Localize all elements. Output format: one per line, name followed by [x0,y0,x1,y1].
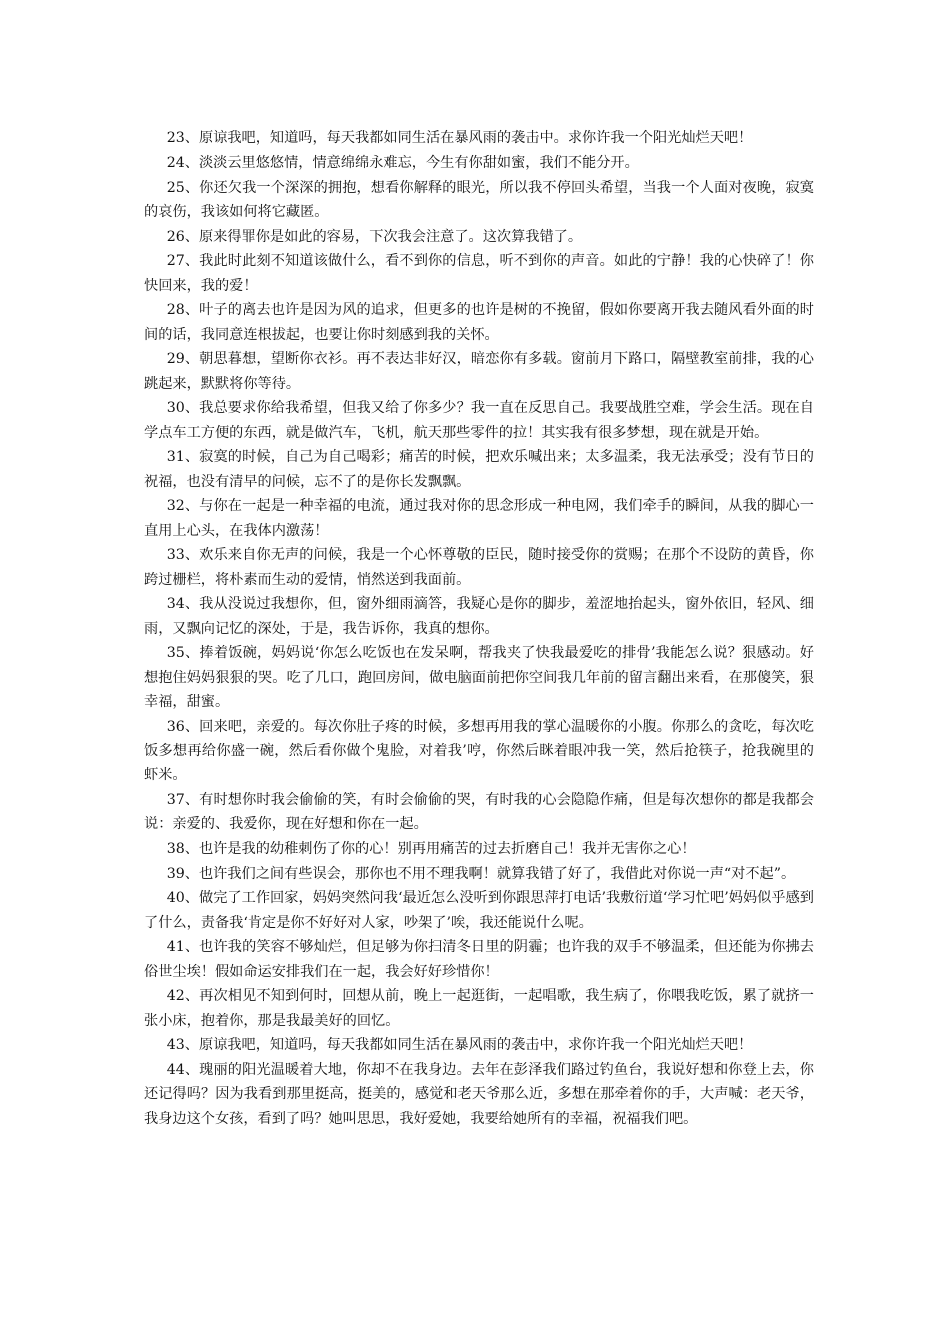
paragraph-43: 43、原谅我吧，知道吗，每天我都如同生活在暴风雨的袭击中，求你许我一个阳光灿烂天吧！ [166,1037,753,1054]
paragraph-30: 30、我总要求你给我希望，但我又给了你多少？我一直在反思自己。我要战胜空难，学会生活。现在自学点车工方便的东西，就是做汽车，飞机，航天那些零件的拉！其实我有很多梦想，现在就是开始。 [144,400,814,441]
paragraph-38: 38、也许是我的幼稚刺伤了你的心！别再用痛苦的过去折磨自己！我并无害你之心！ [166,840,696,857]
paragraph-25: 25、你还欠我一个深深的拥抱，想看你解释的眼光，所以我不停回头希望，当我一个人面对夜晚，寂寞的哀伤，我该如何将它藏匿。 [144,179,814,220]
paragraph-41: 41、也许我的笑容不够灿烂，但足够为你扫清冬日里的阴霾；也许我的双手不够温柔，但还能为你拂去俗世尘埃！假如命运安排我们在一起，我会好好珍惜你！ [144,939,814,980]
paragraph-28: 28、叶子的离去也许是因为风的追求，但更多的也许是树的不挽留，假如你要离开我去随风看外面的时间的话，我同意连根拔起，也要让你时刻感到我的关怀。 [144,302,814,343]
paragraph-29: 29、朝思暮想，望断你衣衫。再不表达非好汉，暗恋你有多载。窗前月下路口，隔壁教室前排，我的心跳起来，默默将你等待。 [144,351,814,392]
paragraph-42: 42、再次相见不知到何时，回想从前，晚上一起逛街，一起唱歌，我生病了，你喂我吃饭，累了就挤一张小床，抱着你，那是我最美好的回忆。 [144,988,814,1029]
document-body [144,126,814,1131]
paragraph-44: 44、瑰丽的阳光温暖着大地，你却不在我身边。去年在彭泽我们路过钓鱼台，我说好想和你登上去，你还记得吗？因为我看到那里挺高，挺美的，感觉和老天爷那么近，多想在那牵着你的手，大声喊：老天爷，我身边这个女孩，看到了吗？她叫思思，我好爱她，我要给她所有的幸福，祝福我们吧。 [144,1062,814,1127]
paragraph-33: 33、欢乐来自你无声的问候，我是一个心怀尊敬的臣民，随时接受你的赏赐；在那个不设防的黄昏，你跨过栅栏，将朴素而生动的爱情，悄然送到我面前。 [144,547,814,588]
paragraph-23: 23、原谅我吧，知道吗，每天我都如同生活在暴风雨的袭击中。求你许我一个阳光灿烂天吧！ [166,130,753,146]
paragraph-36: 36、回来吧，亲爱的。每次你肚子疼的时候，多想再用我的掌心温暖你的小腹。你那么的贪吃，每次吃饭多想再给你盛一碗，然后看你做个鬼脸，对着我’哼，你然后眯着眼冲我一笑，然后抢筷子，抢我碗里的虾米。 [144,718,814,783]
paragraph-35: 35、捧着饭碗，妈妈说‘你怎么吃饭也在发呆啊，帮我夹了快我最爱吃的排骨’我能怎么说？狠感动。好想抱住妈妈狠狠的哭。吃了几口，跑回房间，做电脑面前把你空间我几年前的留言翻出来看，在那傻笑，狠幸福，甜蜜。 [144,645,814,710]
paragraph-31: 31、寂寞的时候，自己为自己喝彩；痛苦的时候，把欢乐喊出来；太多温柔，我无法承受；没有节日的祝福，也没有清早的问候，忘不了的是你长发飘飘。 [144,449,814,490]
paragraph-24: 24、淡淡云里悠悠情，情意绵绵永难忘，今生有你甜如蜜，我们不能分开。 [166,154,639,171]
paragraph-39: 39、也许我们之间有些误会，那你也不用不理我啊！就算我错了好了，我借此对你说一声“对不起”。 [166,865,796,882]
paragraph-27: 27、我此时此刻不知道该做什么，看不到你的信息，听不到你的声音。如此的宁静！我的心快碎了！你快回来，我的爱！ [144,253,814,294]
paragraph-37: 37、有时想你时我会偷偷的笑，有时会偷偷的哭，有时我的心会隐隐作痛，但是每次想你的都是我都会说：亲爱的、我爱你，现在好想和你在一起。 [144,791,814,832]
paragraph-26: 26、原来得罪你是如此的容易，下次我会注意了。这次算我错了。 [166,228,583,245]
paragraph-34: 34、我从没说过我想你，但，窗外细雨滴答，我疑心是你的脚步，羞涩地抬起头，窗外依旧，轻风、细雨，又飘向记忆的深处，于是，我告诉你，我真的想你。 [144,596,814,637]
paragraph-32: 32、与你在一起是一种幸福的电流，通过我对你的思念形成一种电网，我们牵手的瞬间，从我的脚心一直用上心头，在我体内激荡！ [144,498,814,539]
paragraph-40: 40、做完了工作回家，妈妈突然问我‘最近怎么没听到你跟思萍打电话’我敷衍道‘学习忙吧’妈妈似乎感到了什么，责备我‘肯定是你不好好对人家，吵架了’唉，我还能说什么呢。 [144,890,814,931]
